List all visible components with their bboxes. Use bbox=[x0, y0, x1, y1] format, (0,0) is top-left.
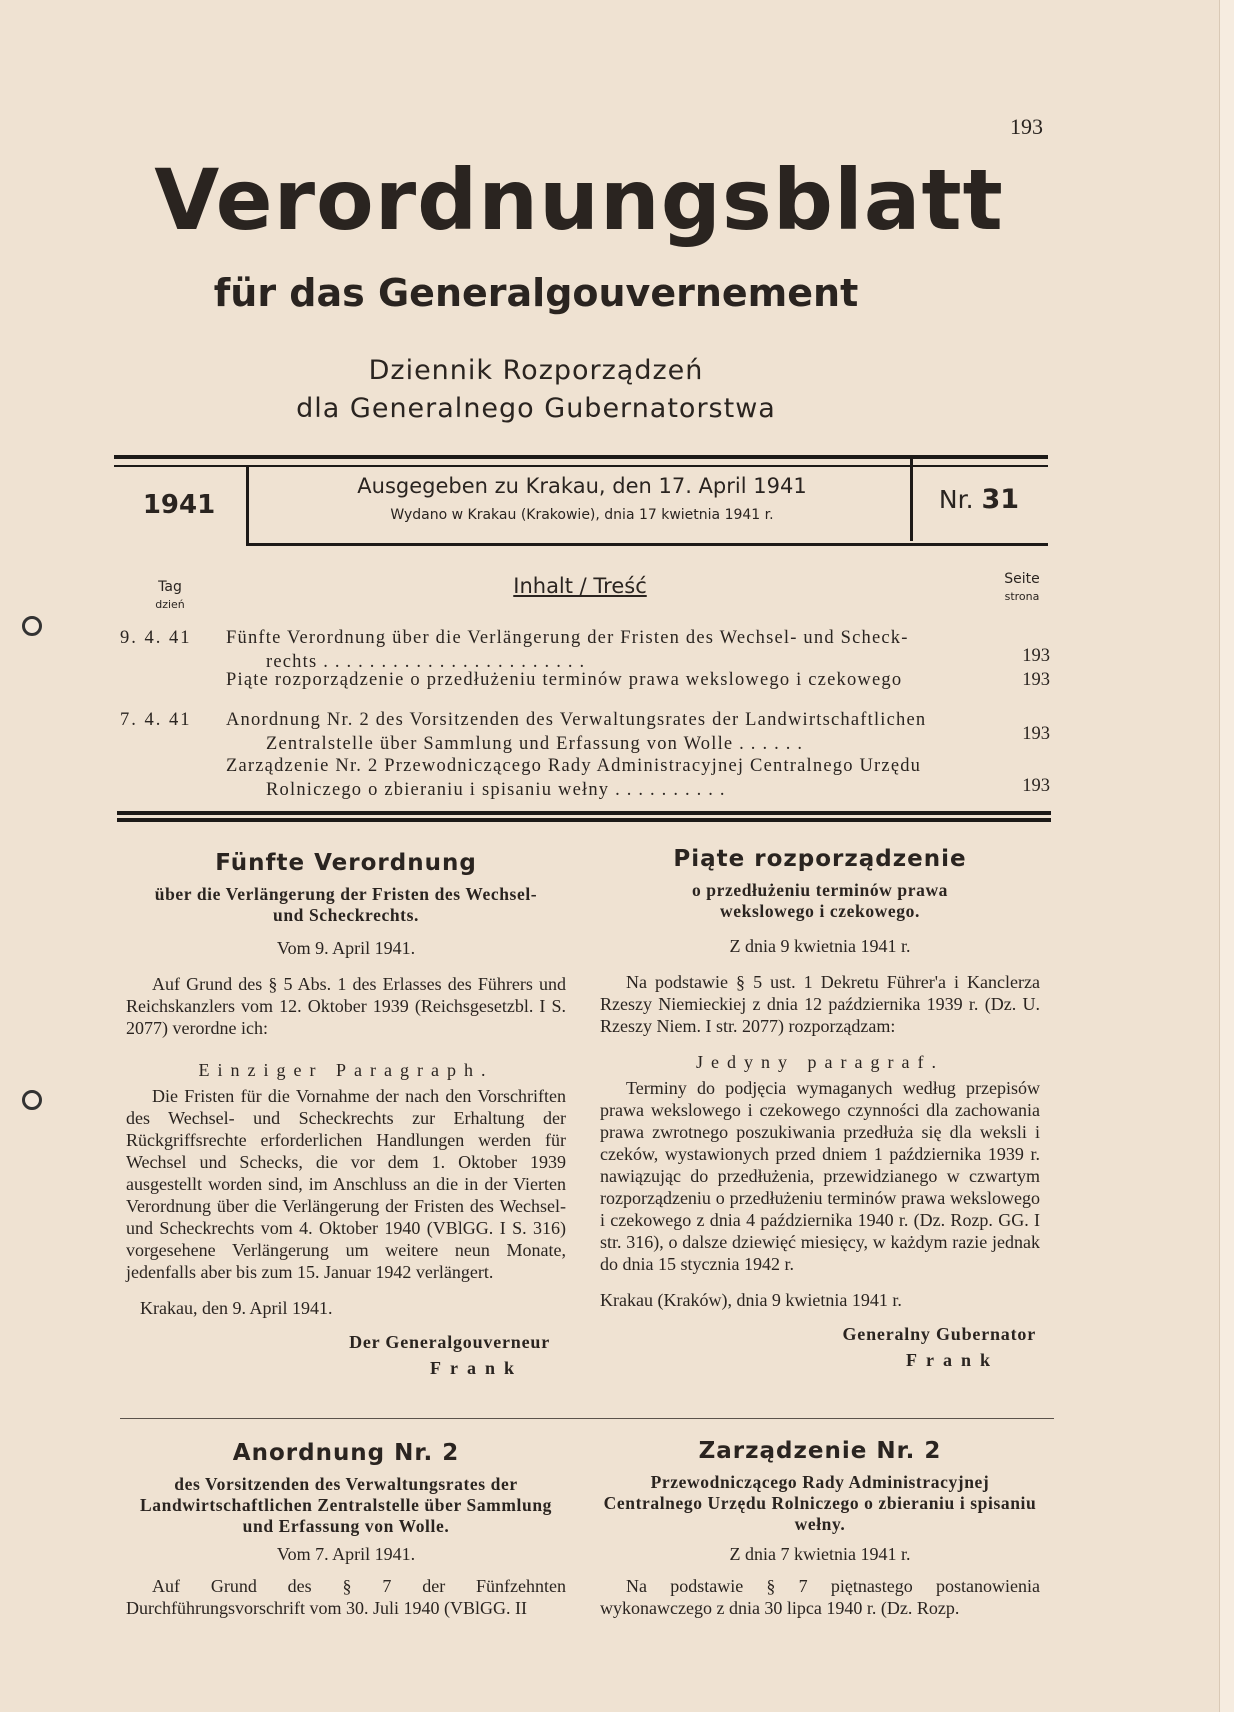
punch-hole bbox=[22, 616, 42, 636]
page-label-polish: strona bbox=[1004, 590, 1040, 603]
punch-hole bbox=[22, 1090, 42, 1110]
rule-top bbox=[114, 455, 1048, 459]
entry-date: 7. 4. 41 bbox=[120, 710, 192, 730]
act-subtitle: des Vorsitzenden des Verwaltungsrates der Landwirtschaftlichen Zentralstelle über Sammlung und Erfassung von Wolle. bbox=[139, 1474, 553, 1536]
masthead-polish-line2: dla Generalnego Gubernatorstwa bbox=[296, 393, 776, 424]
signature-name: Frank bbox=[906, 1350, 1000, 1370]
entry-text: Anordnung Nr. 2 des Vorsitzenden des Verwaltungsrates der Landwirtschaftlichen bbox=[226, 710, 927, 730]
rule-divider bbox=[910, 459, 913, 541]
entry-text-continued: rechts . . . . . . . . . . . . . . . . . . . . . . . bbox=[266, 652, 586, 672]
entry-text-continued: Rolniczego o zbieraniu i spisaniu wełny . . . . . . . . . . bbox=[266, 780, 726, 800]
act-subtitle: über die Verlängerung der Fristen des Wechsel- und Scheckrechts. bbox=[154, 884, 538, 925]
issued-german: Ausgegeben zu Krakau, den 17. April 1941 bbox=[357, 474, 807, 498]
act-german-2 bbox=[126, 1442, 566, 1619]
entry-page: 193 bbox=[1022, 646, 1050, 666]
entry-page: 193 bbox=[1022, 724, 1050, 744]
masthead-polish-line1: Dziennik Rozporządzeń bbox=[368, 355, 704, 386]
masthead-subtitle: für das Generalgouvernement bbox=[213, 271, 859, 315]
day-label: Tag bbox=[158, 579, 182, 595]
entry-text-continued: Zentralstelle über Sammlung und Erfassung von Wolle . . . . . . bbox=[266, 734, 804, 754]
signature-title: Der Generalgouverneur bbox=[349, 1332, 550, 1352]
entry-page: 193 bbox=[1022, 776, 1050, 796]
contents-day-header bbox=[140, 578, 200, 614]
act-date: Z dnia 7 kwietnia 1941 r. bbox=[729, 1544, 911, 1564]
act-title: Anordnung Nr. 2 bbox=[232, 1440, 460, 1466]
act-subtitle: Przewodniczącego Rady Administracyjnej Centralnego Urzędu Rolniczego o zbieraniu i spisaniu wełny. bbox=[603, 1472, 1037, 1534]
act-body: Terminy do podjęcia wymaganych według przepisów prawa wekslowego i czekowego czynności dla zachowania prawa zwrotnego poszukiwania przedłuża się dla weksli i czeków, wystawionych przed dniem 1 października 1939 r. nawiązując do przedłużenia, przewidzianego w czwartym rozporządzeniu o przedłużeniu terminów prawa wekslowego i czekowego z dnia 4 października 1940 r. (Dz. Rozp. GG. I str. 316), o dalsze dziewięć miesięcy, w każdym razie jednak do dnia 15 stycznia 1942 r. bbox=[600, 1078, 1040, 1274]
act-subtitle: o przedłużeniu terminów prawa wekslowego i czekowego. bbox=[691, 880, 949, 921]
paragraph-heading: Einziger Paragraph. bbox=[198, 1060, 494, 1080]
entry-text: Piąte rozporządzenie o przedłużeniu terminów prawa wekslowego i czekowego bbox=[226, 670, 903, 690]
signature-title: Generalny Gubernator bbox=[842, 1324, 1036, 1344]
act-intro: Na podstawie § 5 ust. 1 Dekretu Führer'a i Kanclerza Rzeszy Niemieckiej z dnia 12 października 1939 r. (Dz. U. Rzeszy Niem. I str. 2077) rozporządzam: bbox=[600, 972, 1040, 1036]
issue-number bbox=[914, 484, 1044, 515]
act-polish-1 bbox=[600, 848, 1040, 1371]
act-title: Piąte rozporządzenie bbox=[673, 846, 967, 872]
act-title: Zarządzenie Nr. 2 bbox=[698, 1438, 942, 1464]
entry-text: Fünfte Verordnung über die Verlängerung der Fristen des Wechsel- und Scheck- bbox=[226, 628, 909, 648]
page-edge bbox=[1219, 0, 1234, 1712]
entry-page: 193 bbox=[1022, 670, 1050, 690]
issued-polish: Wydano w Krakau (Krakowie), dnia 17 kwietnia 1941 r. bbox=[390, 507, 774, 523]
act-place-date: Krakau (Kraków), dnia 9 kwietnia 1941 r. bbox=[600, 1290, 902, 1310]
issue-number-value: 31 bbox=[981, 484, 1020, 515]
act-date: Vom 9. April 1941. bbox=[276, 938, 416, 958]
issue-number-label: Nr. bbox=[938, 485, 974, 514]
rule-divider bbox=[246, 467, 249, 545]
act-polish-2 bbox=[600, 1440, 1040, 1619]
act-intro: Auf Grund des § 7 der Fünfzehnten Durchführungsvorschrift vom 30. Juli 1940 (VBlGG. II bbox=[126, 1576, 566, 1618]
act-place-date: Krakau, den 9. April 1941. bbox=[140, 1298, 333, 1318]
section-rule bbox=[117, 811, 1051, 815]
page-label: Seite bbox=[1004, 571, 1040, 587]
section-divider bbox=[120, 1418, 1054, 1419]
masthead-title: Verordnungsblatt bbox=[154, 151, 1004, 249]
act-date: Vom 7. April 1941. bbox=[276, 1544, 416, 1564]
signature-name: Frank bbox=[430, 1358, 524, 1378]
act-title: Fünfte Verordnung bbox=[215, 850, 477, 876]
contents-page-header bbox=[990, 570, 1054, 606]
page-number: 193 bbox=[1010, 114, 1043, 139]
act-intro: Auf Grund des § 5 Abs. 1 des Erlasses des Führers und Reichskanzlers vom 12. Oktober 1939 (Reichsgesetzbl. I S. 2077) verordne ich: bbox=[126, 974, 566, 1038]
rule-bottom bbox=[246, 543, 1048, 546]
act-body: Die Fristen für die Vornahme der nach den Vorschriften des Wechsel- und Scheckrechts zur Erhaltung der Rückgriffsrechte erforderlichen Handlungen werden für Wechsel und Schecks, die vor dem 1. Oktober 1939 ausgestellt worden sind, im Anschluss an die in der Vierten Verordnung über die Verlängerung der Fristen des Wechsel- und Scheckrechts vom 4. Oktober 1940 (VBlGG. I S. 316) vorgesehene Verlängerung um weitere neun Monate, jedenfalls aber bis zum 15. Januar 1942 verlängert. bbox=[126, 1086, 566, 1282]
section-rule bbox=[117, 818, 1051, 822]
paragraph-heading: Jedyny paragraf. bbox=[696, 1052, 944, 1072]
act-intro: Na podstawie § 7 piętnastego postanowienia wykonawczego z dnia 30 lipca 1940 r. (Dz. Rozp. bbox=[600, 1576, 1040, 1618]
act-german-1 bbox=[126, 852, 566, 1379]
contents-title: Inhalt / Treść bbox=[513, 574, 647, 598]
entry-date: 9. 4. 41 bbox=[120, 628, 192, 648]
issue-year: 1941 bbox=[142, 490, 216, 520]
rule-top-thin bbox=[114, 465, 1048, 467]
entry-text: Zarządzenie Nr. 2 Przewodniczącego Rady Administracyjnej Centralnego Urzędu bbox=[226, 756, 922, 776]
act-date: Z dnia 9 kwietnia 1941 r. bbox=[729, 936, 911, 956]
day-label-polish: dzień bbox=[155, 598, 185, 611]
